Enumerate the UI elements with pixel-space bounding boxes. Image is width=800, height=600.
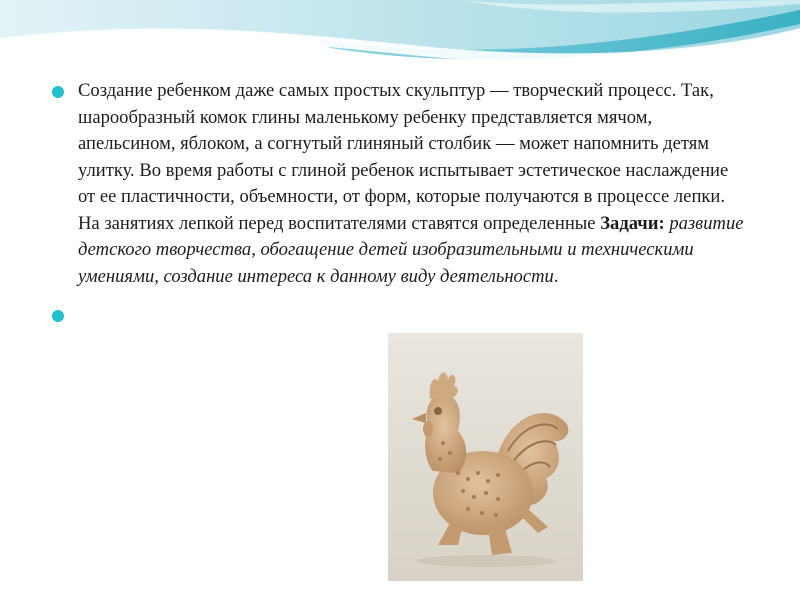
- main-paragraph: [78, 78, 750, 290]
- wave-header-decoration: [0, 0, 800, 80]
- bullet-dot-icon: [52, 86, 64, 98]
- tasks-label: Задачи:: [600, 212, 665, 234]
- paragraph-text: Создание ребенком даже самых простых скульптур — творческий процесс. Так, шарообразный комок глины маленькому ребенку представляется мячом, апельсином, яблоком, а согнутый глиняный столбик — может напомнить детям улитку. Во время работы с глиной ребенок испытывает эстетическое наслаждение от ее пластичности, объемности, от форм, которые получаются в процессе лепки. На занятиях лепкой перед воспитателями ставятся определенные: [78, 80, 729, 234]
- slide-content: [50, 78, 750, 330]
- bullet-item-empty: [50, 300, 750, 330]
- clay-rooster-image: [388, 333, 583, 581]
- bullet-item-main: [50, 78, 750, 290]
- tasks-text: развитие детского творчества, обогащение детей изобразительными и техническими умениями, создание интереса к данному виду деятельности: [78, 212, 744, 287]
- tasks-period: .: [553, 265, 559, 287]
- bullet-dot-icon: [52, 310, 64, 322]
